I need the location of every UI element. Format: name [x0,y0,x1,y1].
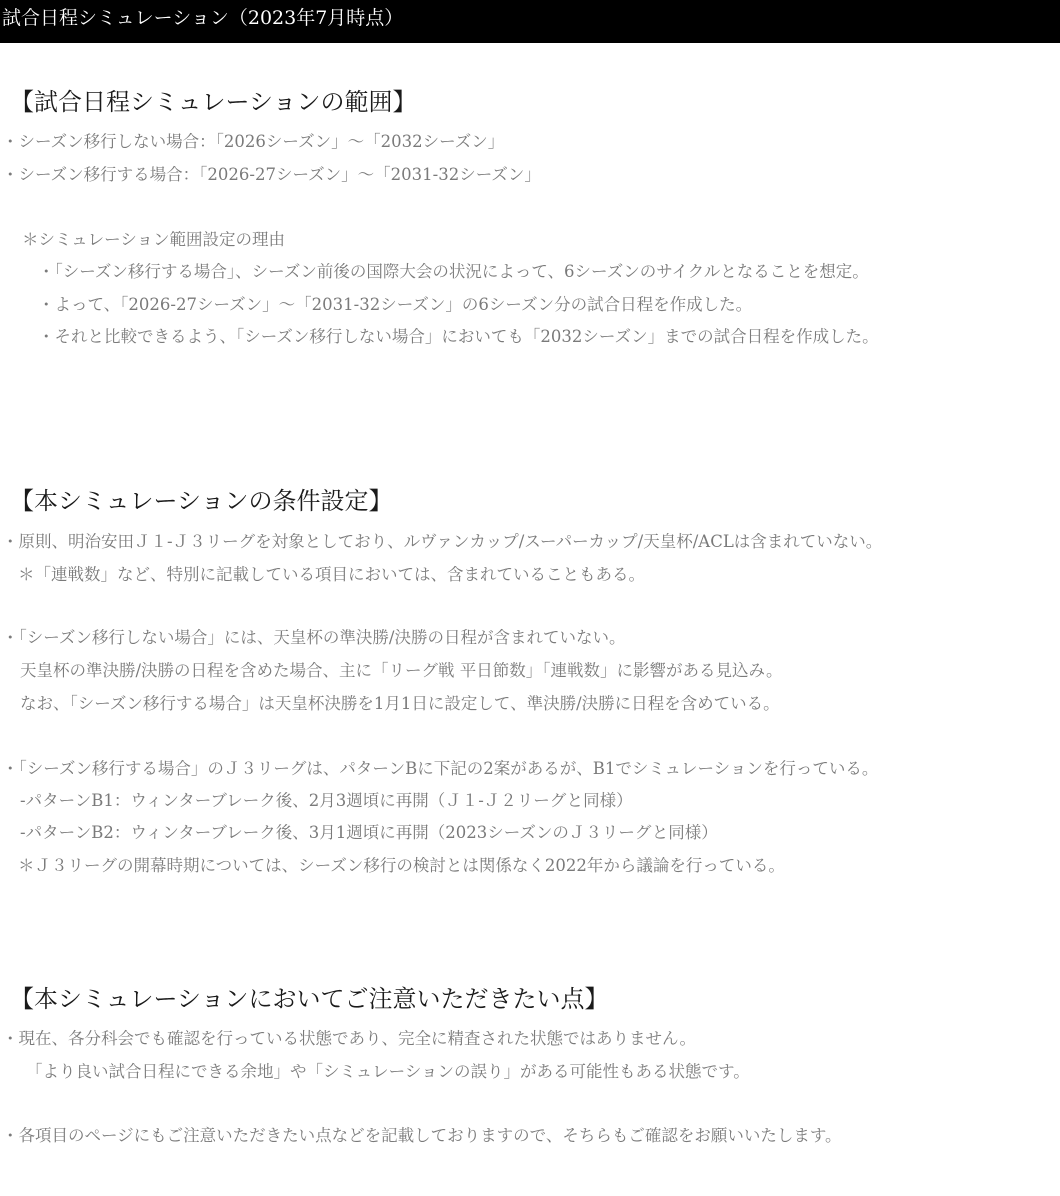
conditions-line-8: -パターンB2：ウィンターブレーク後、3月1週頃に再開（2023シーズンのＪ３リーグと同様） [20,823,718,842]
scope-reason-line-1: ・「シーズン移行する場合」、シーズン前後の国際大会の状況によって、6シーズンのサイクルとなることを想定。 [38,262,869,281]
section-title-scope: 【試合日程シミュレーションの範囲】 [10,88,417,116]
conditions-line-4: 天皇杯の準決勝/決勝の日程を含めた場合、主に「リーグ戦 平日節数」「連戦数」に影響がある見込み。 [20,661,783,680]
notes-line-3: ・各項目のページにもご注意いただきたい点などを記載しておりますので、そちらもご確認をお願いいたします。 [2,1126,842,1145]
scope-reason-heading: ＊シミュレーション範囲設定の理由 [22,230,286,249]
notes-line-1: ・現在、各分科会でも確認を行っている状態であり、完全に精査された状態ではありません。 [2,1029,696,1048]
scope-line-shift: ・シーズン移行する場合：「2026-27シーズン」～「2031-32シーズン」 [2,165,541,184]
section-title-conditions: 【本シミュレーションの条件設定】 [10,487,393,515]
conditions-line-5: なお、「シーズン移行する場合」は天皇杯決勝を1月1日に設定して、準決勝/決勝に日程を含めている。 [20,694,780,713]
page-header [0,0,1060,43]
scope-reason-line-3: ・それと比較できるよう、「シーズン移行しない場合」においても「2032シーズン」までの試合日程を作成した。 [38,327,879,346]
scope-reason-line-2: ・よって、「2026-27シーズン」～「2031-32シーズン」の6シーズン分の試合日程を作成した。 [38,295,753,314]
conditions-line-3: ・「シーズン移行しない場合」には、天皇杯の準決勝/決勝の日程が含まれていない。 [2,628,626,647]
conditions-line-9: ＊Ｊ３リーグの開幕時期については、シーズン移行の検討とは関係なく2022年から議論を行っている。 [18,856,785,875]
section-title-notes: 【本シミュレーションにおいてご注意いただきたい点】 [10,985,609,1013]
conditions-line-7: -パターンB1：ウィンターブレーク後、2月3週頃に再開（Ｊ１-Ｊ２リーグと同様） [20,791,633,810]
page-title: 試合日程シミュレーション（2023年7月時点） [2,7,404,29]
conditions-line-6: ・「シーズン移行する場合」のＪ３リーグは、パターンBに下記の2案があるが、B1でシミュレーションを行っている。 [2,759,879,778]
conditions-line-2: ＊「連戦数」など、特別に記載している項目においては、含まれていることもある。 [18,565,645,584]
scope-line-no-shift: ・シーズン移行しない場合：「2026シーズン」～「2032シーズン」 [2,132,505,151]
conditions-line-1: ・原則、明治安田Ｊ１-Ｊ３リーグを対象としており、ルヴァンカップ/スーパーカップ/天皇杯/ACLは含まれていない。 [2,532,883,551]
notes-line-2: 「より良い試合日程にできる余地」や「シミュレーションの誤り」がある可能性もある状態です。 [26,1062,750,1081]
